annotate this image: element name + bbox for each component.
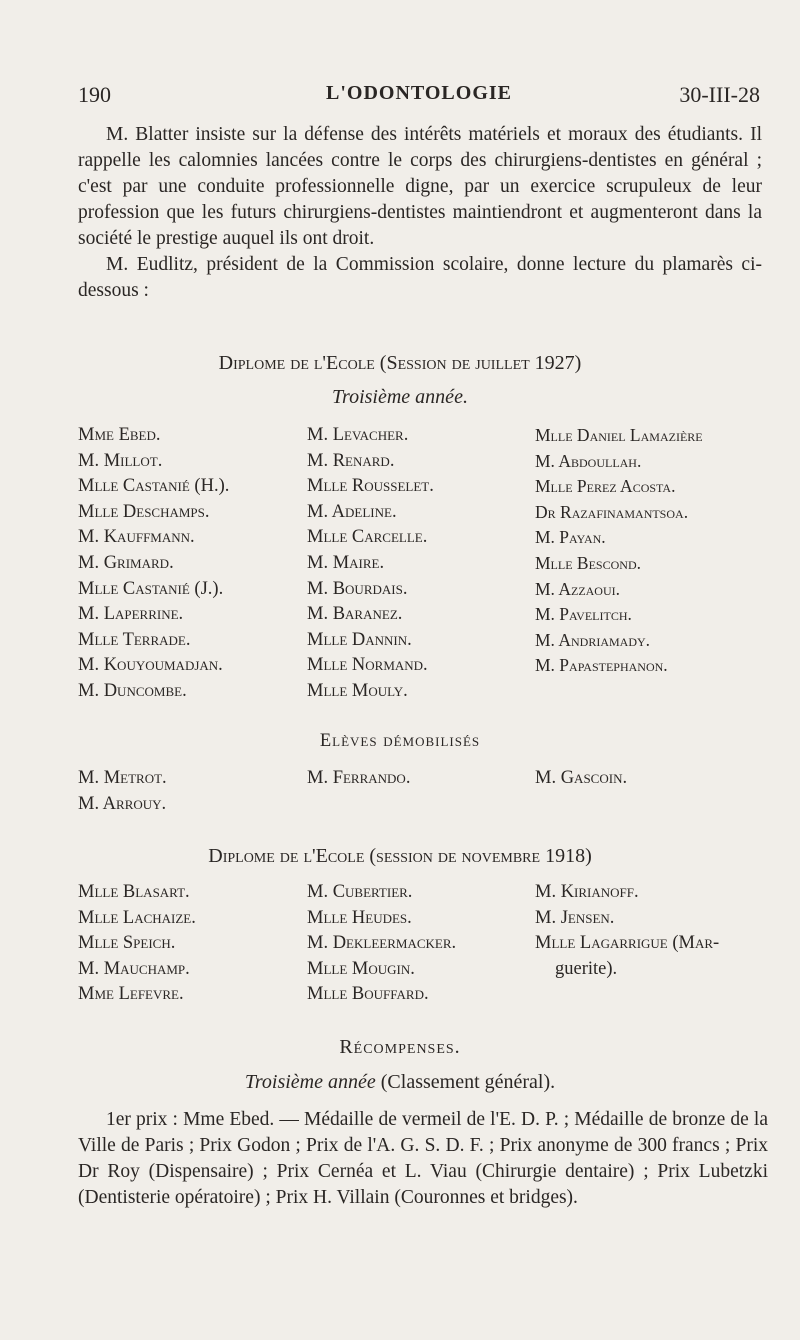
- list-item: Mlle Mougin.: [307, 958, 415, 979]
- demob-col1: [78, 766, 167, 817]
- list-item: Mlle Normand.: [307, 655, 428, 676]
- list-item: M. Levacher.: [307, 425, 409, 445]
- list-item: Mlle Blasart.: [78, 882, 190, 902]
- subtitle-italic: Troisième année: [244, 1071, 376, 1093]
- journal-title: L'ODONTOLOGIE: [325, 82, 512, 104]
- section1-col1: [78, 423, 229, 705]
- list-item: M. Ferrando.: [307, 768, 411, 788]
- subtitle-rest: (Classement général).: [380, 1071, 556, 1093]
- list-item: Mlle Bouffard.: [307, 984, 429, 1005]
- section2-col3: [535, 880, 719, 982]
- intro-paragraph-2: M. Eudlitz, président de la Commission scolaire, donne lecture du plamarès ci-dessous :: [78, 254, 762, 301]
- list-item: Mlle Castanié (J.).: [78, 578, 224, 599]
- list-item: Mlle Terrade.: [78, 629, 191, 650]
- section1-subtitle: Troisième année.: [332, 386, 468, 408]
- list-item: M. Arrouy.: [78, 793, 167, 814]
- list-item: M. Gascoin.: [535, 768, 628, 788]
- list-item: M. Payan.: [535, 527, 606, 548]
- section1-col3: [535, 423, 703, 679]
- list-item: M. Kauffmann.: [78, 527, 195, 548]
- list-item: M. Jensen.: [535, 907, 615, 928]
- list-item: Mlle Heudes.: [307, 907, 412, 928]
- list-item: Mme Lefevre.: [78, 984, 184, 1005]
- demob-title: Elèves démobilisés: [319, 731, 481, 751]
- awards-text: [78, 1107, 768, 1211]
- list-item: Mme Ebed.: [78, 425, 161, 445]
- list-item: M. Baranez.: [307, 604, 403, 625]
- list-item: Mlle Rousselet.: [307, 476, 434, 497]
- page-number: 190: [78, 82, 111, 107]
- section1-title: Diplome de l'Ecole (Session de juillet 1927): [218, 352, 582, 374]
- intro-paragraph-1: M. Blatter insiste sur la défense des intérêts matériels et moraux des étudiants. Il rappelle les calomnies lancées contre le corps des chirurgiens-dentistes en général ; c'est par une conduite professionnelle digne, par un exercice scrupuleux de leur profession que les futurs chirurgiens-dentistes maintiendront et augmenteront dans la société le prestige auquel ils ont droit.: [78, 124, 762, 249]
- section2-title: Diplome de l'Ecole (session de novembre 1918): [208, 845, 592, 867]
- list-item: M. Kouyoumadjan.: [78, 655, 223, 676]
- section3-subtitle: [0, 1071, 800, 1094]
- list-item: Mlle Daniel Lamazière: [535, 425, 703, 445]
- list-item: Mlle Speich.: [78, 933, 176, 954]
- list-item: M. Maire.: [307, 552, 385, 573]
- list-item: M. Kirianoff.: [535, 882, 639, 902]
- list-item: Mlle Lagarrigue (Mar-: [535, 933, 720, 954]
- list-item: M. Millot.: [78, 450, 163, 471]
- list-item: Mlle Mouly.: [307, 680, 408, 701]
- list-item: M. Cubertier.: [307, 882, 413, 902]
- awards-paragraph: 1er prix : Mme Ebed. — Médaille de vermeil de l'E. D. P. ; Médaille de bronze de la Ville de Paris ; Prix Godon ; Prix de l'A. G. S. D. F. ; Prix anonyme de 300 francs ; Prix Dr Roy (Dispensaire) ; Prix Cernéa et L. Viau (Chirurgie dentaire) ; Prix Lubetzki (Dentisterie opératoire) ; Prix H. Villain (Couronnes et bridges).: [78, 1109, 768, 1208]
- list-item: M. Adeline.: [307, 501, 397, 522]
- list-item: Mlle Carcelle.: [307, 527, 428, 548]
- demob-col3: [535, 766, 627, 792]
- list-item: Dr Razafinamantsoa.: [535, 501, 689, 522]
- list-item: guerite).: [555, 958, 618, 979]
- list-item: Mlle Castanié (H.).: [78, 476, 230, 497]
- list-item: M. Duncombe.: [78, 680, 187, 701]
- list-item: M. Dekleermacker.: [307, 933, 457, 954]
- list-item: M. Renard.: [307, 450, 395, 471]
- list-item: M. Grimard.: [78, 552, 174, 573]
- list-item: Mlle Lachaize.: [78, 907, 196, 928]
- section3-title: Récompenses.: [339, 1036, 461, 1058]
- list-item: M. Abdoullah.: [535, 450, 642, 471]
- section2-col2: [307, 880, 456, 1008]
- list-item: M. Metrot.: [78, 768, 167, 788]
- list-item: Mlle Perez Acosta.: [535, 476, 676, 497]
- list-item: Mlle Deschamps.: [78, 501, 210, 522]
- list-item: Mlle Bescond.: [535, 552, 641, 573]
- list-item: M. Bourdais.: [307, 578, 408, 599]
- list-item: M. Azzaoui.: [535, 578, 621, 599]
- section1-col2: [307, 423, 434, 705]
- list-item: M. Andriamady.: [535, 629, 651, 650]
- demob-col2: [307, 766, 410, 792]
- list-item: M. Laperrine.: [78, 604, 184, 625]
- list-item: M. Papastephanon.: [535, 655, 668, 676]
- list-item: Mlle Dannin.: [307, 629, 412, 650]
- section2-col1: [78, 880, 196, 1008]
- intro-text: [78, 122, 762, 304]
- list-item: M. Pavelitch.: [535, 604, 632, 625]
- running-header: [78, 82, 760, 110]
- list-item: M. Mauchamp.: [78, 958, 190, 979]
- issue-date: 30-III-28: [679, 82, 760, 107]
